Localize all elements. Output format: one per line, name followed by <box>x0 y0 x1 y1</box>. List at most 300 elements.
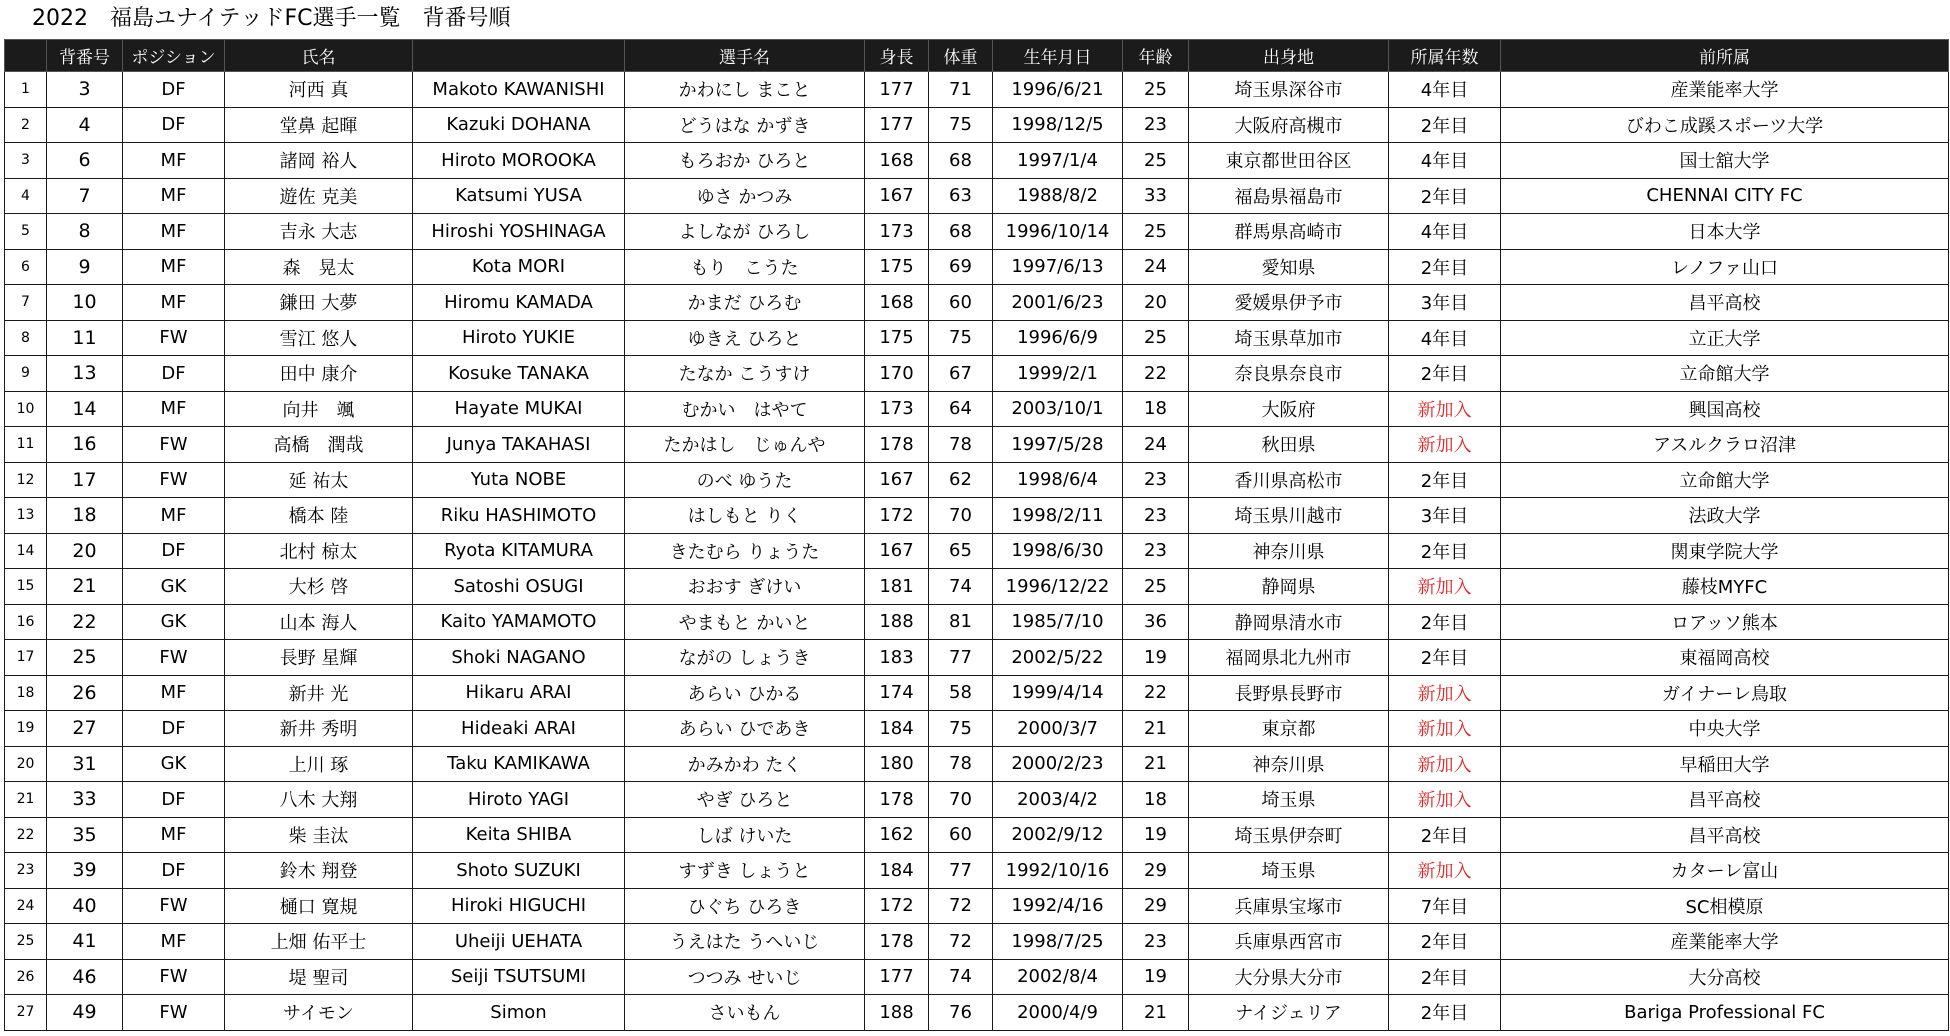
cell-row-no: 4 <box>5 178 47 214</box>
cell-age: 18 <box>1123 782 1189 818</box>
cell-name: 新井 秀明 <box>225 711 413 747</box>
cell-years: 2年目 <box>1389 533 1501 569</box>
cell-previous: ガイナーレ鳥取 <box>1501 675 1949 711</box>
cell-number: 8 <box>47 214 123 250</box>
cell-weight: 68 <box>929 143 993 179</box>
cell-years: 2年目 <box>1389 640 1501 676</box>
table-body <box>5 72 1949 1031</box>
cell-birthplace: ナイジェリア <box>1189 995 1389 1031</box>
cell-previous: Bariga Professional FC <box>1501 995 1949 1031</box>
cell-height: 178 <box>865 782 929 818</box>
cell-age: 18 <box>1123 391 1189 427</box>
cell-row-no: 27 <box>5 995 47 1031</box>
cell-name-kana: やまもと かいと <box>625 604 865 640</box>
table-row <box>5 853 1949 889</box>
cell-previous: 立命館大学 <box>1501 462 1949 498</box>
cell-birthdate: 2001/6/23 <box>993 285 1123 321</box>
cell-name-kana: やぎ ひろと <box>625 782 865 818</box>
cell-age: 33 <box>1123 178 1189 214</box>
cell-name-kana: たかはし じゅんや <box>625 427 865 463</box>
cell-years: 2年目 <box>1389 924 1501 960</box>
cell-number: 40 <box>47 888 123 924</box>
cell-name-en: Kota MORI <box>413 249 625 285</box>
cell-height: 178 <box>865 427 929 463</box>
cell-row-no: 7 <box>5 285 47 321</box>
cell-name: サイモン <box>225 995 413 1031</box>
cell-previous: 産業能率大学 <box>1501 924 1949 960</box>
cell-name-kana: かみかわ たく <box>625 746 865 782</box>
cell-row-no: 12 <box>5 462 47 498</box>
cell-position: MF <box>123 214 225 250</box>
cell-years: 4年目 <box>1389 214 1501 250</box>
header-birthdate: 生年月日 <box>993 40 1123 72</box>
cell-number: 25 <box>47 640 123 676</box>
cell-position: DF <box>123 107 225 143</box>
cell-years: 2年目 <box>1389 356 1501 392</box>
cell-name-en: Taku KAMIKAWA <box>413 746 625 782</box>
cell-birthdate: 1998/12/5 <box>993 107 1123 143</box>
cell-name-kana: しば けいた <box>625 817 865 853</box>
cell-birthdate: 1998/6/30 <box>993 533 1123 569</box>
cell-previous: 中央大学 <box>1501 711 1949 747</box>
cell-birthdate: 1996/12/22 <box>993 569 1123 605</box>
table-row <box>5 249 1949 285</box>
cell-name-kana: ながの しょうき <box>625 640 865 676</box>
cell-number: 27 <box>47 711 123 747</box>
cell-weight: 77 <box>929 640 993 676</box>
cell-number: 31 <box>47 746 123 782</box>
cell-age: 25 <box>1123 569 1189 605</box>
cell-name-en: Hiroshi YOSHINAGA <box>413 214 625 250</box>
cell-name-en: Kazuki DOHANA <box>413 107 625 143</box>
table-row <box>5 462 1949 498</box>
cell-name: 雪江 悠人 <box>225 320 413 356</box>
cell-previous: びわこ成蹊スポーツ大学 <box>1501 107 1949 143</box>
cell-years: 新加入 <box>1389 746 1501 782</box>
cell-name: 鈴木 翔登 <box>225 853 413 889</box>
cell-birthdate: 2002/9/12 <box>993 817 1123 853</box>
cell-birthplace: 神奈川県 <box>1189 533 1389 569</box>
cell-number: 13 <box>47 356 123 392</box>
table-row <box>5 782 1949 818</box>
cell-birthdate: 1997/6/13 <box>993 249 1123 285</box>
cell-number: 10 <box>47 285 123 321</box>
cell-row-no: 22 <box>5 817 47 853</box>
cell-previous: ロアッソ熊本 <box>1501 604 1949 640</box>
cell-years: 3年目 <box>1389 498 1501 534</box>
cell-name-en: Hiromu KAMADA <box>413 285 625 321</box>
cell-weight: 74 <box>929 569 993 605</box>
cell-name-en: Riku HASHIMOTO <box>413 498 625 534</box>
cell-name-kana: あらい ひかる <box>625 675 865 711</box>
cell-birthdate: 1998/7/25 <box>993 924 1123 960</box>
cell-birthdate: 1999/4/14 <box>993 675 1123 711</box>
cell-birthplace: 大分県大分市 <box>1189 959 1389 995</box>
cell-age: 25 <box>1123 214 1189 250</box>
cell-birthplace: 大阪府 <box>1189 391 1389 427</box>
cell-row-no: 23 <box>5 853 47 889</box>
cell-age: 25 <box>1123 72 1189 108</box>
cell-position: GK <box>123 746 225 782</box>
cell-birthplace: 愛知県 <box>1189 249 1389 285</box>
cell-name-kana: うえはた うへいじ <box>625 924 865 960</box>
cell-age: 22 <box>1123 675 1189 711</box>
cell-name-en: Keita SHIBA <box>413 817 625 853</box>
cell-position: DF <box>123 356 225 392</box>
cell-birthplace: 群馬県高崎市 <box>1189 214 1389 250</box>
cell-age: 25 <box>1123 143 1189 179</box>
cell-height: 172 <box>865 498 929 534</box>
cell-row-no: 11 <box>5 427 47 463</box>
cell-previous: レノファ山口 <box>1501 249 1949 285</box>
cell-number: 6 <box>47 143 123 179</box>
cell-height: 172 <box>865 888 929 924</box>
cell-number: 18 <box>47 498 123 534</box>
table-row <box>5 427 1949 463</box>
table-row <box>5 569 1949 605</box>
cell-birthplace: 東京都世田谷区 <box>1189 143 1389 179</box>
cell-age: 29 <box>1123 853 1189 889</box>
cell-weight: 81 <box>929 604 993 640</box>
cell-name-en: Shoki NAGANO <box>413 640 625 676</box>
cell-name: 八木 大翔 <box>225 782 413 818</box>
cell-weight: 78 <box>929 427 993 463</box>
cell-name-kana: むかい はやて <box>625 391 865 427</box>
table-header <box>5 40 1949 72</box>
cell-name-en: Hiroto YAGI <box>413 782 625 818</box>
cell-age: 21 <box>1123 711 1189 747</box>
cell-name-kana: たなか こうすけ <box>625 356 865 392</box>
cell-number: 11 <box>47 320 123 356</box>
cell-birthplace: 埼玉県 <box>1189 782 1389 818</box>
cell-age: 19 <box>1123 640 1189 676</box>
cell-height: 168 <box>865 143 929 179</box>
cell-birthplace: 長野県長野市 <box>1189 675 1389 711</box>
cell-name-kana: ひぐち ひろき <box>625 888 865 924</box>
cell-previous: 法政大学 <box>1501 498 1949 534</box>
cell-name-kana: もろおか ひろと <box>625 143 865 179</box>
table-row <box>5 675 1949 711</box>
cell-weight: 75 <box>929 320 993 356</box>
table-row <box>5 143 1949 179</box>
cell-position: MF <box>123 249 225 285</box>
cell-height: 173 <box>865 391 929 427</box>
header-name-en <box>413 40 625 72</box>
cell-birthplace: 東京都 <box>1189 711 1389 747</box>
cell-previous: 関東学院大学 <box>1501 533 1949 569</box>
cell-position: DF <box>123 853 225 889</box>
cell-position: DF <box>123 782 225 818</box>
cell-row-no: 5 <box>5 214 47 250</box>
cell-name-kana: すずき しょうと <box>625 853 865 889</box>
cell-height: 181 <box>865 569 929 605</box>
cell-birthplace: 埼玉県川越市 <box>1189 498 1389 534</box>
cell-weight: 75 <box>929 711 993 747</box>
cell-position: MF <box>123 143 225 179</box>
cell-name-en: Hayate MUKAI <box>413 391 625 427</box>
cell-position: FW <box>123 640 225 676</box>
cell-weight: 77 <box>929 853 993 889</box>
header-name: 氏名 <box>225 40 413 72</box>
cell-years: 2年目 <box>1389 995 1501 1031</box>
cell-height: 178 <box>865 924 929 960</box>
cell-height: 173 <box>865 214 929 250</box>
cell-previous: アスルクラロ沼津 <box>1501 427 1949 463</box>
cell-previous: 日本大学 <box>1501 214 1949 250</box>
cell-position: GK <box>123 569 225 605</box>
cell-years: 新加入 <box>1389 853 1501 889</box>
cell-row-no: 3 <box>5 143 47 179</box>
cell-weight: 78 <box>929 746 993 782</box>
cell-weight: 76 <box>929 995 993 1031</box>
cell-position: MF <box>123 178 225 214</box>
cell-age: 20 <box>1123 285 1189 321</box>
cell-age: 23 <box>1123 924 1189 960</box>
cell-name: 延 祐太 <box>225 462 413 498</box>
cell-position: MF <box>123 817 225 853</box>
cell-years: 2年目 <box>1389 107 1501 143</box>
cell-number: 49 <box>47 995 123 1031</box>
cell-row-no: 20 <box>5 746 47 782</box>
cell-name-en: Seiji TSUTSUMI <box>413 959 625 995</box>
cell-age: 21 <box>1123 995 1189 1031</box>
cell-name: 吉永 大志 <box>225 214 413 250</box>
table-row <box>5 604 1949 640</box>
cell-position: FW <box>123 462 225 498</box>
cell-height: 167 <box>865 533 929 569</box>
cell-birthdate: 1988/8/2 <box>993 178 1123 214</box>
header-number: 背番号 <box>47 40 123 72</box>
cell-birthplace: 愛媛県伊予市 <box>1189 285 1389 321</box>
cell-row-no: 15 <box>5 569 47 605</box>
cell-name-kana: さいもん <box>625 995 865 1031</box>
header-age: 年齢 <box>1123 40 1189 72</box>
cell-age: 19 <box>1123 817 1189 853</box>
cell-row-no: 19 <box>5 711 47 747</box>
cell-weight: 75 <box>929 107 993 143</box>
cell-row-no: 8 <box>5 320 47 356</box>
cell-birthplace: 兵庫県宝塚市 <box>1189 888 1389 924</box>
cell-years: 2年目 <box>1389 959 1501 995</box>
cell-number: 41 <box>47 924 123 960</box>
table-row <box>5 995 1949 1031</box>
cell-name: 山本 海人 <box>225 604 413 640</box>
cell-age: 19 <box>1123 959 1189 995</box>
header-position: ポジション <box>123 40 225 72</box>
cell-name-en: Satoshi OSUGI <box>413 569 625 605</box>
table-row <box>5 746 1949 782</box>
cell-years: 新加入 <box>1389 427 1501 463</box>
cell-previous: 昌平高校 <box>1501 817 1949 853</box>
cell-name-en: Hiroki HIGUCHI <box>413 888 625 924</box>
cell-name-en: Ryota KITAMURA <box>413 533 625 569</box>
cell-birthdate: 1998/2/11 <box>993 498 1123 534</box>
cell-birthplace: 埼玉県 <box>1189 853 1389 889</box>
cell-previous: 大分高校 <box>1501 959 1949 995</box>
cell-row-no: 18 <box>5 675 47 711</box>
cell-name-en: Hideaki ARAI <box>413 711 625 747</box>
cell-birthplace: 奈良県奈良市 <box>1189 356 1389 392</box>
cell-years: 新加入 <box>1389 569 1501 605</box>
table-row <box>5 924 1949 960</box>
cell-name: 上畑 佑平士 <box>225 924 413 960</box>
cell-row-no: 1 <box>5 72 47 108</box>
cell-years: 2年目 <box>1389 462 1501 498</box>
cell-weight: 60 <box>929 285 993 321</box>
table-row <box>5 107 1949 143</box>
cell-name-en: Hiroto MOROOKA <box>413 143 625 179</box>
table-row <box>5 214 1949 250</box>
header-previous: 前所属 <box>1501 40 1949 72</box>
cell-weight: 63 <box>929 178 993 214</box>
cell-height: 188 <box>865 995 929 1031</box>
cell-number: 35 <box>47 817 123 853</box>
cell-name: 堂鼻 起暉 <box>225 107 413 143</box>
cell-birthplace: 香川県高松市 <box>1189 462 1389 498</box>
header-row <box>5 40 1949 72</box>
cell-birthdate: 1996/6/21 <box>993 72 1123 108</box>
cell-birthdate: 1992/4/16 <box>993 888 1123 924</box>
cell-name: 高橋 潤哉 <box>225 427 413 463</box>
cell-weight: 65 <box>929 533 993 569</box>
cell-previous: 産業能率大学 <box>1501 72 1949 108</box>
cell-row-no: 10 <box>5 391 47 427</box>
cell-previous: 東福岡高校 <box>1501 640 1949 676</box>
cell-age: 24 <box>1123 427 1189 463</box>
cell-number: 39 <box>47 853 123 889</box>
cell-name-en: Junya TAKAHASI <box>413 427 625 463</box>
cell-birthplace: 福島県福島市 <box>1189 178 1389 214</box>
cell-birthdate: 1997/1/4 <box>993 143 1123 179</box>
cell-name-en: Yuta NOBE <box>413 462 625 498</box>
cell-height: 175 <box>865 249 929 285</box>
cell-name-kana: もり こうた <box>625 249 865 285</box>
cell-birthdate: 2000/2/23 <box>993 746 1123 782</box>
cell-row-no: 24 <box>5 888 47 924</box>
cell-number: 17 <box>47 462 123 498</box>
cell-years: 新加入 <box>1389 711 1501 747</box>
cell-height: 170 <box>865 356 929 392</box>
cell-height: 180 <box>865 746 929 782</box>
cell-row-no: 2 <box>5 107 47 143</box>
cell-name-kana: かまだ ひろむ <box>625 285 865 321</box>
cell-previous: 昌平高校 <box>1501 285 1949 321</box>
cell-position: DF <box>123 711 225 747</box>
cell-previous: 早稲田大学 <box>1501 746 1949 782</box>
header-row-no <box>5 40 47 72</box>
cell-number: 46 <box>47 959 123 995</box>
cell-name-kana: おおす ぎけい <box>625 569 865 605</box>
cell-name-en: Hiroto YUKIE <box>413 320 625 356</box>
cell-height: 175 <box>865 320 929 356</box>
cell-height: 174 <box>865 675 929 711</box>
cell-previous: 国士舘大学 <box>1501 143 1949 179</box>
cell-age: 25 <box>1123 320 1189 356</box>
cell-previous: 立正大学 <box>1501 320 1949 356</box>
cell-row-no: 14 <box>5 533 47 569</box>
cell-number: 14 <box>47 391 123 427</box>
cell-number: 20 <box>47 533 123 569</box>
table-row <box>5 356 1949 392</box>
cell-row-no: 13 <box>5 498 47 534</box>
cell-birthdate: 2002/8/4 <box>993 959 1123 995</box>
cell-weight: 72 <box>929 924 993 960</box>
cell-number: 7 <box>47 178 123 214</box>
cell-age: 23 <box>1123 462 1189 498</box>
cell-age: 21 <box>1123 746 1189 782</box>
cell-name: 田中 康介 <box>225 356 413 392</box>
cell-birthdate: 1992/10/16 <box>993 853 1123 889</box>
cell-name: 堤 聖司 <box>225 959 413 995</box>
cell-number: 16 <box>47 427 123 463</box>
table-row <box>5 640 1949 676</box>
cell-name: 河西 真 <box>225 72 413 108</box>
cell-birthplace: 大阪府高槻市 <box>1189 107 1389 143</box>
cell-previous: 興国高校 <box>1501 391 1949 427</box>
header-birthplace: 出身地 <box>1189 40 1389 72</box>
cell-birthplace: 秋田県 <box>1189 427 1389 463</box>
cell-birthplace: 静岡県 <box>1189 569 1389 605</box>
cell-position: MF <box>123 391 225 427</box>
cell-weight: 72 <box>929 888 993 924</box>
cell-birthdate: 2002/5/22 <box>993 640 1123 676</box>
cell-years: 2年目 <box>1389 178 1501 214</box>
cell-number: 26 <box>47 675 123 711</box>
cell-height: 168 <box>865 285 929 321</box>
cell-height: 184 <box>865 711 929 747</box>
cell-previous: 昌平高校 <box>1501 782 1949 818</box>
cell-weight: 70 <box>929 782 993 818</box>
cell-birthdate: 1996/6/9 <box>993 320 1123 356</box>
cell-years: 2年目 <box>1389 604 1501 640</box>
cell-name-kana: どうはな かずき <box>625 107 865 143</box>
table-row <box>5 888 1949 924</box>
cell-weight: 68 <box>929 214 993 250</box>
cell-age: 23 <box>1123 107 1189 143</box>
cell-name: 長野 星輝 <box>225 640 413 676</box>
cell-name-en: Katsumi YUSA <box>413 178 625 214</box>
player-roster-table <box>4 39 1949 1031</box>
cell-name: 鎌田 大夢 <box>225 285 413 321</box>
cell-position: DF <box>123 72 225 108</box>
table-row <box>5 178 1949 214</box>
cell-years: 2年目 <box>1389 249 1501 285</box>
table-row <box>5 533 1949 569</box>
cell-birthdate: 2003/10/1 <box>993 391 1123 427</box>
cell-age: 22 <box>1123 356 1189 392</box>
cell-birthplace: 埼玉県伊奈町 <box>1189 817 1389 853</box>
cell-years: 新加入 <box>1389 782 1501 818</box>
cell-name: 大杉 啓 <box>225 569 413 605</box>
cell-birthplace: 神奈川県 <box>1189 746 1389 782</box>
cell-row-no: 6 <box>5 249 47 285</box>
cell-years: 3年目 <box>1389 285 1501 321</box>
table-row <box>5 391 1949 427</box>
cell-position: MF <box>123 498 225 534</box>
cell-name: 遊佐 克美 <box>225 178 413 214</box>
cell-name: 上川 琢 <box>225 746 413 782</box>
cell-birthdate: 2003/4/2 <box>993 782 1123 818</box>
header-height: 身長 <box>865 40 929 72</box>
cell-name-kana: つつみ せいじ <box>625 959 865 995</box>
cell-name: 樋口 寛規 <box>225 888 413 924</box>
cell-row-no: 17 <box>5 640 47 676</box>
table-row <box>5 959 1949 995</box>
cell-name-kana: きたむら りょうた <box>625 533 865 569</box>
page-title: 2022 福島ユナイテッドFC選手一覧 背番号順 <box>32 6 511 31</box>
cell-age: 24 <box>1123 249 1189 285</box>
cell-row-no: 25 <box>5 924 47 960</box>
